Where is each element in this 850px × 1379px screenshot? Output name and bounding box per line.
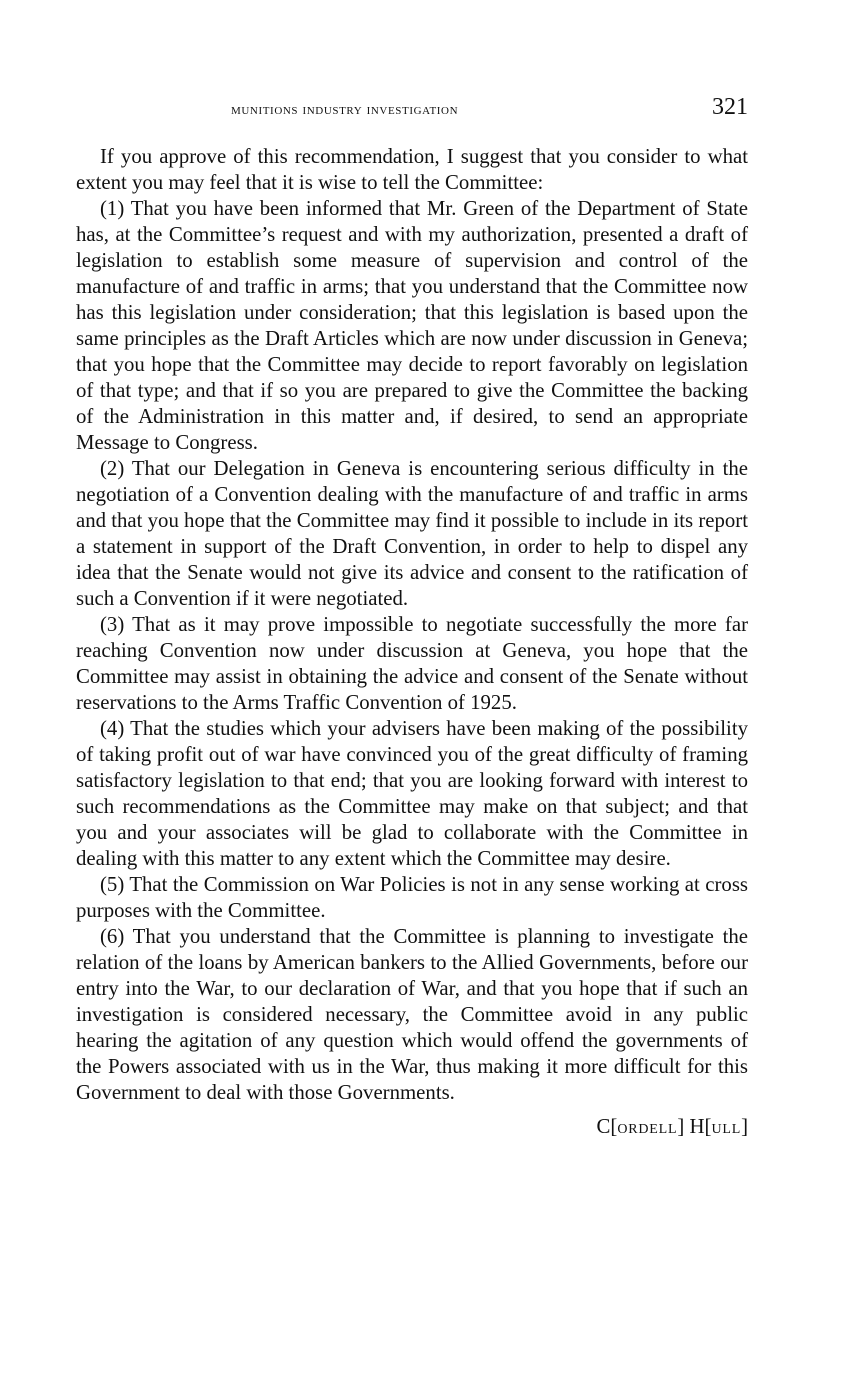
letter-body — [76, 144, 748, 1106]
running-head — [76, 92, 748, 128]
signature-first-rest: ORDELL — [617, 1122, 678, 1137]
signature-last-initial: H[ — [689, 1115, 712, 1138]
document-page — [76, 92, 748, 1143]
signature-last-close: ] — [741, 1115, 748, 1138]
paragraph-point-6: (6) That you understand that the Committee is planning to investigate the relation of the loans by American bankers to the Allied Governments, before our entry into the War, to our declaration of War, and that you hope that if such an investigation is considered necessary, the Committee avoid in any public hearing the agitation of any question which would offend the governments of the Powers associated with us in the War, thus making it more difficult for this Government to deal with those Governments. — [76, 925, 748, 1104]
paragraph-point-1: (1) That you have been informed that Mr. Green of the Department of State has, at the Committee’s request and with my authorization, presented a draft of legislation to establish some measure of supervision and control of the manufacture of and traffic in arms; that you understand that the Committee now has this legislation under consideration; that this legislation is based upon the same principles as the Draft Articles which are now under discussion in Geneva; that you hope that the Committee may decide to report favorably on legislation of that type; and that if so you are prepared to give the Committee the backing of the Administration in this matter and, if desired, to send an appropriate Message to Congress. — [76, 197, 748, 454]
paragraph-point-3: (3) That as it may prove impossible to negotiate successfully the more far reaching Convention now under discussion at Geneva, you hope that the Committee may assist in obtaining the advice and consent of the Senate without reservations to the Arms Traffic Convention of 1925. — [76, 613, 748, 714]
signature — [76, 1114, 748, 1143]
page-number: 321 — [712, 94, 748, 120]
signature-first-close: ] — [677, 1115, 690, 1138]
paragraph-point-5: (5) That the Commission on War Policies is not in any sense working at cross purposes with the Committee. — [76, 873, 748, 922]
signature-last-rest: ULL — [711, 1122, 742, 1137]
paragraph-point-2: (2) That our Delegation in Geneva is encountering serious difficulty in the negotiation of a Convention dealing with the manufacture of and traffic in arms and that you hope that the Committee may find it possible to include in its report a statement in support of the Draft Convention, in order to help to dispel any idea that the Senate would not give its advice and consent to the ratification of such a Convention if it were negotiated. — [76, 457, 748, 610]
paragraph-point-4: (4) That the studies which your advisers have been making of the possibility of taking profit out of war have convinced you of the great difficulty of framing satisfactory legislation to that end; that you are looking forward with interest to such recommendations as the Committee may make on that subject; and that you and your associates will be glad to collaborate with the Committee in dealing with this matter to any extent which the Committee may desire. — [76, 717, 748, 870]
running-title: munitions industry investigation — [231, 102, 459, 118]
paragraph-intro: If you approve of this recommendation, I suggest that you consider to what extent you may feel that it is wise to tell the Committee: — [76, 145, 748, 194]
signature-first-initial: C[ — [596, 1115, 618, 1138]
